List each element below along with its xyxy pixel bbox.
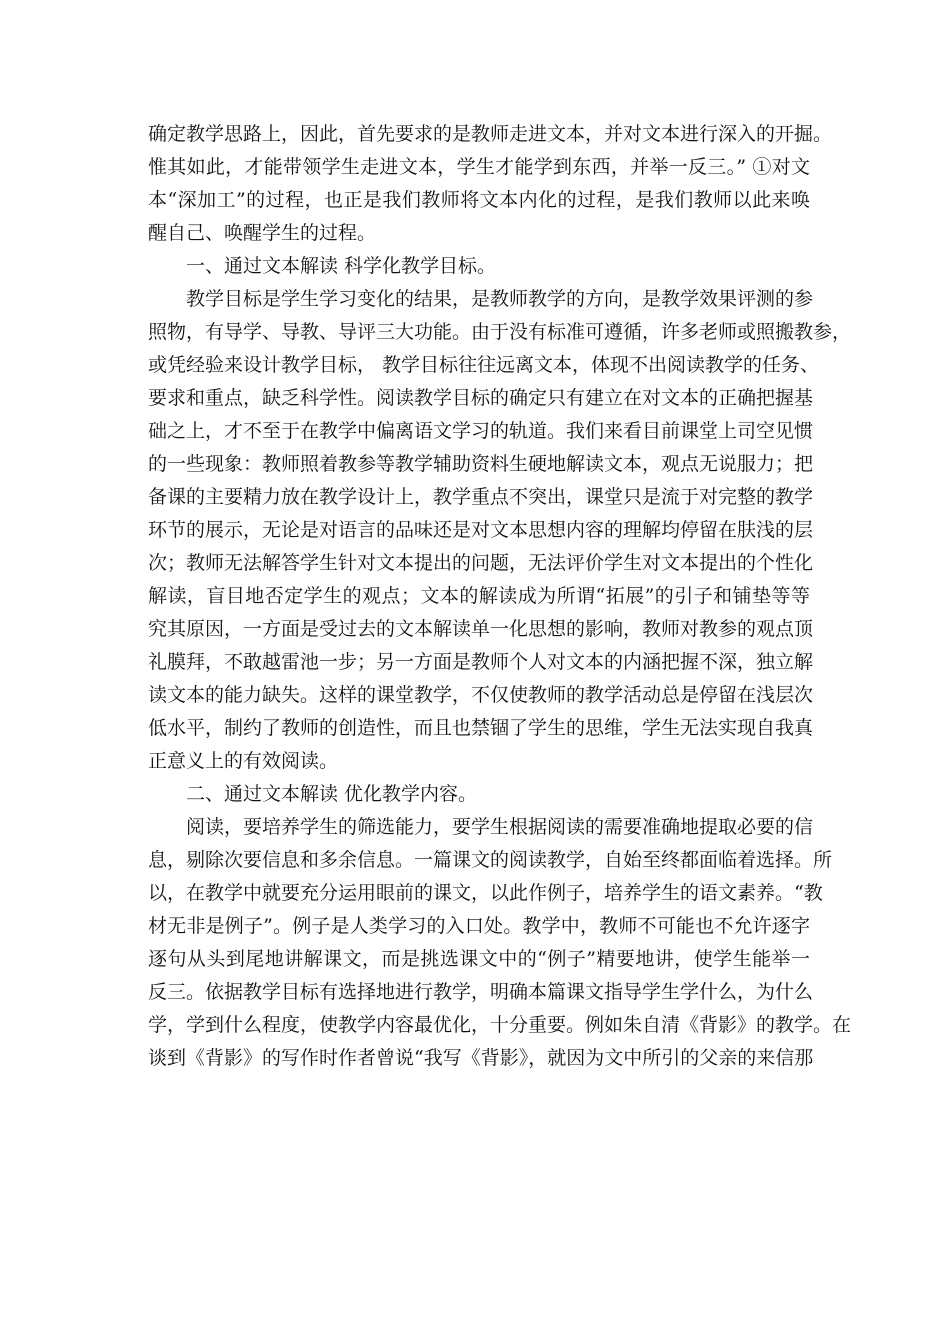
text-line: 醒自己、唤醒学生的过程。 bbox=[148, 222, 377, 244]
text-line: 礼膜拜，不敢越雷池一步；另一方面是教师个人对文本的内涵把握不深，独立解 bbox=[148, 651, 814, 673]
text-line: 正意义上的有效阅读。 bbox=[148, 750, 339, 772]
text-line: 解读，盲目地否定学生的观点；文本的解读成为所谓“拓展”的引子和铺垫等等 bbox=[148, 585, 810, 607]
text-line: 低水平，制约了教师的创造性，而且也禁锢了学生的思维，学生无法实现自我真 bbox=[148, 717, 814, 739]
text-line: 读文本的能力缺失。这样的课堂教学，不仅使教师的教学活动总是停留在浅层次 bbox=[148, 684, 814, 706]
text-line: 息，剔除次要信息和多余信息。一篇课文的阅读教学，自始至终都面临着选择。所 bbox=[148, 849, 833, 871]
section-heading: 二、通过文本解读 优化教学内容。 bbox=[186, 783, 478, 805]
text-line: 惟其如此，才能带领学生走进文本，学生才能学到东西，并举一反三。” ①对文 bbox=[148, 156, 810, 178]
text-line: 本“深加工”的过程，也正是我们教师将文本内化的过程，是我们教师以此来唤 bbox=[148, 189, 810, 211]
section-heading: 一、通过文本解读 科学化教学目标。 bbox=[186, 255, 497, 277]
text-line: 反三。依据教学目标有选择地进行教学，明确本篇课文指导学生学什么，为什么 bbox=[148, 981, 814, 1003]
text-line: 环节的展示，无论是对语言的品味还是对文本思想内容的理解均停留在肤浅的层 bbox=[148, 519, 814, 541]
text-line: 确定教学思路上，因此，首先要求的是教师走进文本，并对文本进行深入的开掘。 bbox=[148, 123, 833, 145]
text-line: 阅读，要培养学生的筛选能力，要学生根据阅读的需要准确地提取必要的信 bbox=[186, 816, 814, 838]
text-line: 次；教师无法解答学生针对文本提出的问题，无法评价学生对文本提出的个性化 bbox=[148, 552, 814, 574]
text-line: 以，在教学中就要充分运用眼前的课文，以此作例子，培养学生的语文素养。“教 bbox=[148, 882, 823, 904]
text-line: 础之上，才不至于在教学中偏离语文学习的轨道。我们来看目前课堂上司空见惯 bbox=[148, 420, 814, 442]
text-line: 谈到《背影》的写作时作者曾说“我写《背影》，就因为文中所引的父亲的来信那 bbox=[148, 1047, 814, 1069]
text-line: 备课的主要精力放在教学设计上，教学重点不突出，课堂只是流于对完整的教学 bbox=[148, 486, 814, 508]
document-body bbox=[148, 118, 852, 1075]
text-line: 逐句从头到尾地讲解课文，而是挑选课文中的“例子”精要地讲，使学生能举一 bbox=[148, 948, 810, 970]
text-line: 或凭经验来设计教学目标， 教学目标往往远离文本，体现不出阅读教学的任务、 bbox=[148, 354, 820, 376]
text-line: 究其原因，一方面是受过去的文本解读单一化思想的影响，教师对教参的观点顶 bbox=[148, 618, 814, 640]
text-line: 学，学到什么程度，使教学内容最优化，十分重要。例如朱自清《背影》的教学。在 bbox=[148, 1014, 852, 1036]
text-line: 照物，有导学、导教、导评三大功能。由于没有标准可遵循，许多老师或照搬教参， bbox=[148, 321, 852, 343]
text-line: 教学目标是学生学习变化的结果，是教师教学的方向，是教学效果评测的参 bbox=[186, 288, 814, 310]
text-line: 要求和重点，缺乏科学性。阅读教学目标的确定只有建立在对文本的正确把握基 bbox=[148, 387, 814, 409]
text-line: 材无非是例子”。例子是人类学习的入口处。教学中，教师不可能也不允许逐字 bbox=[148, 915, 810, 937]
text-line: 的一些现象：教师照着教参等教学辅助资料生硬地解读文本，观点无说服力；把 bbox=[148, 453, 814, 475]
